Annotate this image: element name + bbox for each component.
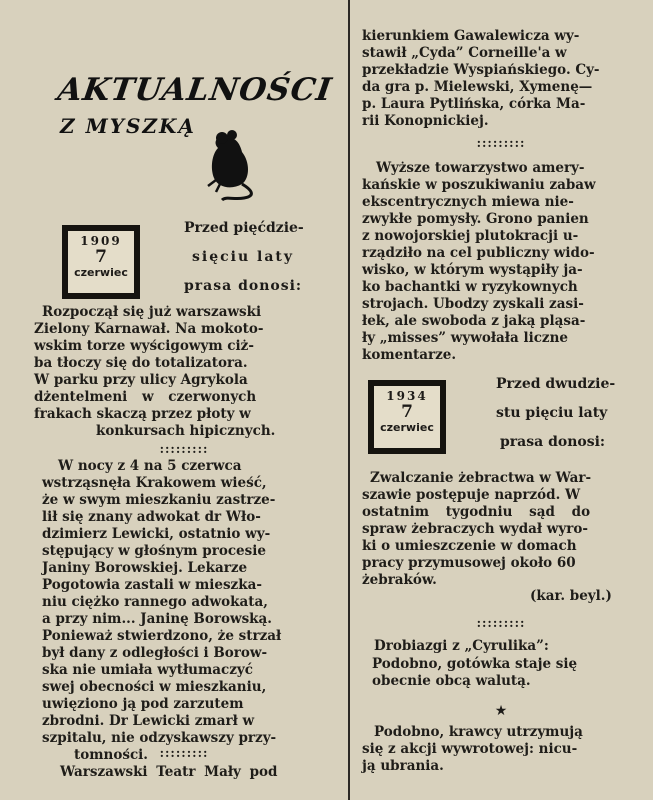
text-line: Ponieważ stwierdzono, że strzał	[42, 628, 282, 644]
date-month: czerwiec	[74, 266, 128, 279]
text-line: W nocy z 4 na 5 czerwca	[58, 458, 242, 474]
headline-line: Przed dwudzie-	[496, 376, 616, 392]
text-line: kańskie w poszukiwaniu zabaw	[362, 177, 596, 193]
headline-1934	[496, 370, 615, 457]
date-day: 7	[401, 402, 413, 422]
text-line: się z akcji wywrotowej: nicu-	[362, 741, 578, 757]
text-line: stępujący w głośnym procesie	[42, 543, 266, 559]
column-divider	[348, 0, 350, 800]
date-year: 1934	[386, 389, 428, 403]
text-line: konkursach hipicznych.	[96, 423, 276, 439]
date-box-1934	[368, 380, 446, 454]
text-line: komentarze.	[362, 347, 457, 363]
text-line: zwykłe pomysły. Grono panien	[362, 211, 589, 227]
article-karnawal	[34, 304, 334, 440]
text-line: Zielony Karnawał. Na mokoto-	[34, 321, 264, 337]
text-line: obecnie obcą walutą.	[372, 673, 531, 689]
drobiazgi-item-1	[372, 656, 642, 690]
text-line: łek, ale swoboda z jaką pląsa-	[362, 313, 586, 329]
text-line: ostatnim tygodniu sąd do	[362, 504, 591, 520]
text-line: był dany z odległości i Borow-	[42, 645, 268, 661]
date-box-1909	[62, 225, 140, 299]
text-line: pracy przymusowej około 60	[362, 555, 576, 571]
article-zebractwo	[362, 470, 642, 589]
text-line: szpitalu, nie odzyskawszy przy-	[42, 730, 277, 746]
text-line: Zwalczanie żebractwa w War-	[370, 470, 592, 486]
text-line: ba tłoczy się do totalizatora.	[34, 355, 248, 371]
headline-line: prasa donosi:	[500, 434, 606, 450]
text-line: Wyższe towarzystwo amery-	[376, 160, 585, 176]
text-line: a przy nim... Janinę Borowską.	[42, 611, 272, 627]
star-icon: ★	[494, 703, 508, 719]
headline-line: prasa donosi:	[184, 278, 303, 294]
text-line: ki o umieszczenie w domach	[362, 538, 577, 554]
text-line: zbrodni. Dr Lewicki zmarł w	[42, 713, 255, 729]
date-day: 7	[95, 247, 107, 267]
text-line: wstrząsnęła Krakowem wieść,	[42, 475, 267, 491]
text-line: Podobno, gotówka staje się	[372, 656, 578, 672]
text-line: Rozpoczął się już warszawski	[42, 304, 262, 320]
text-line: frakach skaczą przez płoty w	[34, 406, 251, 422]
text-line: ekscentrycznych miewa nie-	[362, 194, 574, 210]
text-line: ły „misses” wywołała liczne	[362, 330, 568, 346]
headline-line: stu pięciu laty	[496, 405, 608, 421]
text-line: uwięziono ją pod zarzutem	[42, 696, 244, 712]
text-line: ska nie umiała wytłumaczyć	[42, 662, 253, 678]
signature: (kar. beyl.)	[530, 588, 612, 604]
text-line: Warszawski Teatr Mały pod	[60, 764, 278, 780]
text-line: wskim torze wyścigowym ciż-	[34, 338, 254, 354]
date-year: 1909	[80, 234, 122, 248]
text-line: Pogotowia zastali w mieszka-	[42, 577, 262, 593]
text-line: lił się znany adwokat dr Wło-	[42, 509, 261, 525]
text-line: swej obecności w mieszkaniu,	[42, 679, 267, 695]
text-line: wisko, w którym wystąpiły ja-	[362, 262, 583, 278]
masthead	[55, 62, 335, 200]
text-line: ko bachantki w ryzykownych	[362, 279, 578, 295]
separator: :::::::::	[476, 136, 526, 150]
text-line: stawił „Cyda” Corneille'a w	[362, 45, 567, 61]
text-line: Podobno, krawcy utrzymują	[374, 724, 583, 740]
text-line: z nowojorskiej plutokracji u-	[362, 228, 579, 244]
drobiazgi-item-2	[362, 724, 642, 775]
text-line: W parku przy ulicy Agrykola	[34, 372, 248, 388]
headline-1909	[184, 214, 304, 301]
masthead-title: AKTUALNOŚCI	[55, 72, 335, 108]
separator: :::::::::	[159, 746, 209, 760]
text-line: przekładzie Wyspiańskiego. Cy-	[362, 62, 600, 78]
text-line: ją ubrania.	[362, 758, 444, 774]
text-line: Janiny Borowskiej. Lekarze	[42, 560, 248, 576]
masthead-subtitle: Z MYSZKĄ	[60, 114, 196, 138]
text-line: rządziło na cel publiczny wido-	[362, 245, 595, 261]
text-line: szawie postępuje naprzód. W	[362, 487, 581, 503]
separator: :::::::::	[476, 616, 526, 630]
headline-line: Przed pięćdzie-	[184, 220, 304, 236]
article-teatr-start	[60, 764, 340, 781]
article-misses	[362, 160, 642, 364]
article-teatr-cont	[362, 28, 642, 130]
text-line: strojach. Ubodzy zyskali zasi-	[362, 296, 584, 312]
article-lewicki	[34, 458, 334, 764]
text-line: że w swym mieszkaniu zastrze-	[42, 492, 276, 508]
text-line: p. Laura Pytlińska, córka Ma-	[362, 96, 586, 112]
text-line: tomności.	[74, 747, 148, 763]
text-line: kierunkiem Gawalewicza wy-	[362, 28, 580, 44]
text-line: dzimierz Lewicki, ostatnio wy-	[42, 526, 271, 542]
text-line: spraw żebraczych wydał wyro-	[362, 521, 588, 537]
text-line: da gra p. Mielewski, Xymenę—	[362, 79, 593, 95]
text-line: dżentelmeni w czerwonych	[34, 389, 257, 405]
date-month: czerwiec	[380, 421, 434, 434]
headline-line: sięciu laty	[192, 249, 294, 265]
text-line: niu ciężko rannego adwokata,	[42, 594, 268, 610]
mouse-icon	[196, 124, 266, 202]
drobiazgi-title: Drobiazgi z „Cyrulika”:	[374, 638, 549, 654]
text-line: rii Konopnickiej.	[362, 113, 489, 129]
separator: :::::::::	[159, 442, 209, 456]
text-line: żebraków.	[362, 572, 437, 588]
